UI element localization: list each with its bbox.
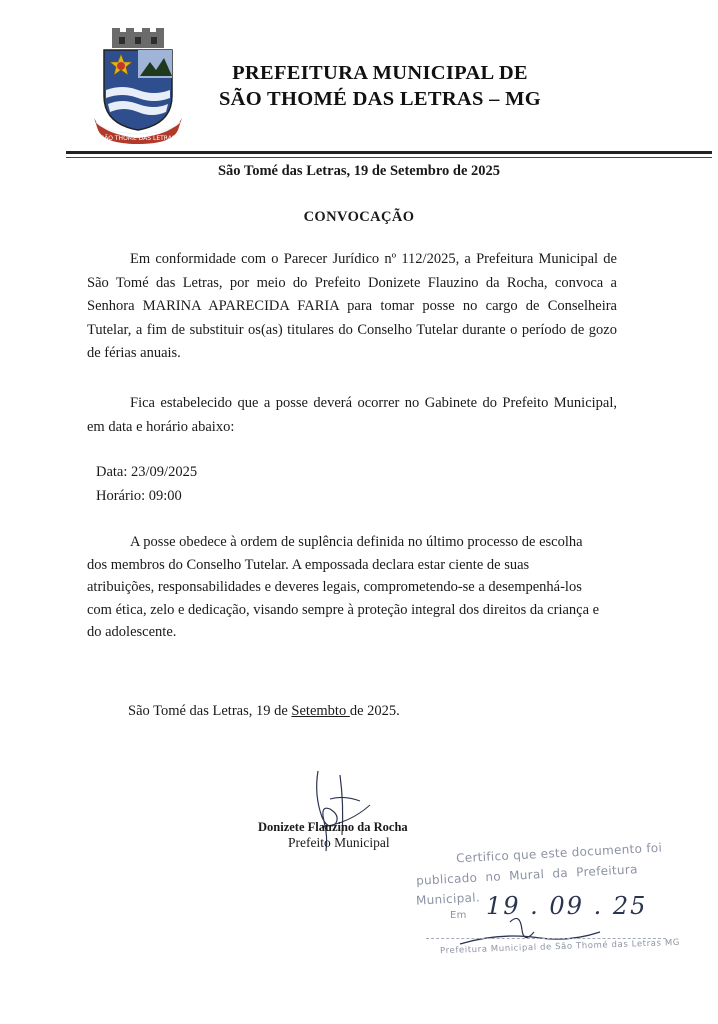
- closing-line: [128, 703, 400, 720]
- paragraph-3: [87, 531, 617, 644]
- stamp-line-2: publicado no Mural da Prefeitura: [415, 862, 639, 888]
- closing-suffix: de 2025.: [349, 703, 400, 719]
- header-rule: [66, 151, 712, 154]
- paragraph-2: [87, 392, 617, 439]
- paragraph-3-line: dos membros do Conselho Tutelar. A empossada declara estar ciente de suas: [87, 556, 530, 573]
- closing-prefix: São Tomé das Letras, 19 de: [128, 703, 292, 719]
- document-heading: CONVOCAÇÃO: [303, 209, 415, 225]
- svg-text:SÃO THOMÉ DAS LETRAS: SÃO THOMÉ DAS LETRAS: [100, 135, 176, 142]
- signatory-name: Donizete Flauzino da Rocha: [258, 820, 408, 834]
- closing-month: Setembto: [291, 703, 350, 719]
- dateline: São Tomé das Letras, 19 de Setembro de 2025: [217, 163, 501, 179]
- header-title-line1: PREFEITURA MUNICIPAL DE: [232, 62, 528, 84]
- paragraph-3-line: com ética, zelo e dedicação, visando sempre à proteção integral dos direitos da criança e: [87, 601, 600, 618]
- paragraph-3-line: A posse obedece à ordem de suplência definida no último processo de escolha: [130, 534, 583, 550]
- header-title-line2: SÃO THOMÉ DAS LETRAS – MG: [218, 88, 542, 110]
- paragraph-3-line: do adolescente.: [87, 624, 177, 640]
- stamp-line-1: Certifico que este documento foi: [455, 840, 663, 866]
- stamp-footer: Prefeitura Municipal de São Thomé das Letras MG: [439, 937, 681, 957]
- header-rule-thin: [66, 157, 712, 158]
- paragraph-1: [87, 248, 617, 366]
- municipal-coat-of-arms: [92, 26, 184, 144]
- stamp-em-label: Em: [450, 910, 467, 921]
- stamp-line-3: Municipal.: [415, 890, 481, 908]
- time-line: Horário: 09:00: [96, 488, 182, 504]
- signatory-role: Prefeito Municipal: [288, 835, 390, 850]
- paragraph-1-text: Em conformidade com o Parecer Jurídico nº 112/2025, a Prefeitura Municipal de São Tomé das Letras, por meio do Prefeito Donizete Flauzino da Rocha, convoca a Senhora MARINA APARECIDA FARIA para tomar posse no cargo de Conselheira Tutelar, a fim de substituir os(as) titulares do Conselho Tutelar durante o período de gozo de férias anuais.: [87, 251, 617, 361]
- stamp-handwritten-date: 19 . 09 . 25: [486, 892, 648, 920]
- paragraph-2-text: Fica estabelecido que a posse deverá ocorrer no Gabinete do Prefeito Municipal, em data e horário abaixo:: [87, 395, 617, 435]
- date-line: Data: 23/09/2025: [96, 464, 198, 480]
- paragraph-3-line: atribuições, responsabilidades e deveres legais, comprometendo-se a desempenhá-los: [87, 579, 582, 595]
